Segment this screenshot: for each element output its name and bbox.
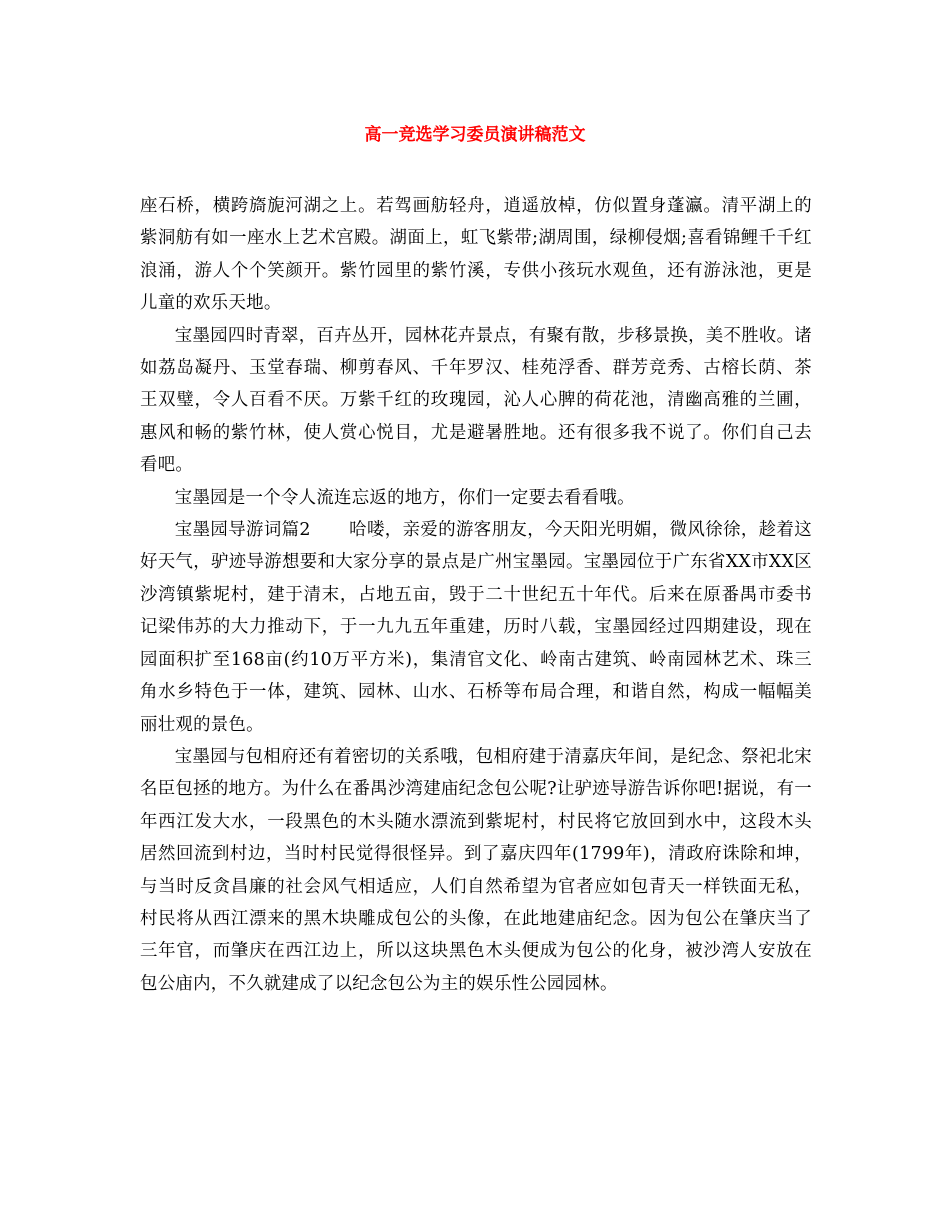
paragraph-2-text: 宝墨园四时青翠，百卉丛开，园林花卉景点，有聚有散，步移景换，美不胜收。诸如荔岛凝丹、玉堂春瑞、柳剪春风、千年罗汉、桂苑浮香、群芳竞秀、古榕长荫、茶王双璧，令人百看不厌。万紫千红的玫瑰园，沁人心脾的荷花池，清幽高雅的兰圃，惠风和畅的紫竹林，使人赏心悦目，尤是避暑胜地。还有很多我不说了。你们自己去看吧。 [140, 325, 812, 476]
paragraph-1 [140, 190, 812, 320]
paragraph-4-text: 哈喽，亲爱的游客朋友，今天阳光明媚，微风徐徐，趁着这好天气，驴迹导游想要和大家分享的景点是广州宝墨园。宝墨园位于广东省XX市XX区沙湾镇紫坭村，建于清末，占地五亩，毁于二十世纪五十年代。后来在原番禺市委书记梁伟苏的大力推动下，于一九九五年重建，历时八载，宝墨园经过四期建设，现在园面积扩至168亩(约10万平方米)，集清官文化、岭南古建筑、岭南园林艺术、珠三角水乡特色于一体，建筑、园林、山水、石桥等布局合理，和谐自然，构成一幅幅美丽壮观的景色。 [140, 520, 812, 735]
section-heading: 宝墨园导游词篇2 [174, 520, 311, 541]
document-title: 高一竞选学习委员演讲稿范文 [364, 125, 586, 145]
paragraph-1-text: 座石桥，横跨旖旎河湖之上。若驾画舫轻舟，逍遥放棹，仿似置身蓬瀛。清平湖上的紫洞舫有如一座水上艺术宫殿。湖面上，虹飞紫带;湖周围，绿柳侵烟;喜看锦鲤千千红浪涌，游人个个笑颜开。紫竹园里的紫竹溪，专供小孩玩水观鱼，还有游泳池，更是儿童的欢乐天地。 [140, 196, 812, 314]
paragraph-3-text: 宝墨园是一个令人流连忘返的地方，你们一定要去看看哦。 [174, 487, 635, 508]
paragraph-5-text: 宝墨园与包相府还有着密切的关系哦，包相府建于清嘉庆年间，是纪念、祭祀北宋名臣包拯的地方。为什么在番禺沙湾建庙纪念包公呢?让驴迹导游告诉你吧!据说，有一年西江发大水，一段黑色的木头随水漂流到紫坭村，村民将它放回到水中，这段木头居然回流到村边，当时村民觉得很怪异。到了嘉庆四年(1799年)，清政府诛除和坤，与当时反贪昌廉的社会风气相适应，人们自然希望为官者应如包青天一样铁面无私，村民将从西江漂来的黑木块雕成包公的头像，在此地建庙纪念。因为包公在肇庆当了三年官，而肇庆在西江边上，所以这块黑色木头便成为包公的化身，被沙湾人安放在包公庙内，不久就建成了以纪念包公为主的娱乐性公园园林。 [140, 746, 812, 994]
paragraph-2 [140, 320, 812, 482]
document-body [140, 190, 812, 1000]
paragraph-3 [140, 482, 812, 514]
paragraph-5 [140, 741, 812, 1000]
paragraph-4 [140, 514, 812, 741]
